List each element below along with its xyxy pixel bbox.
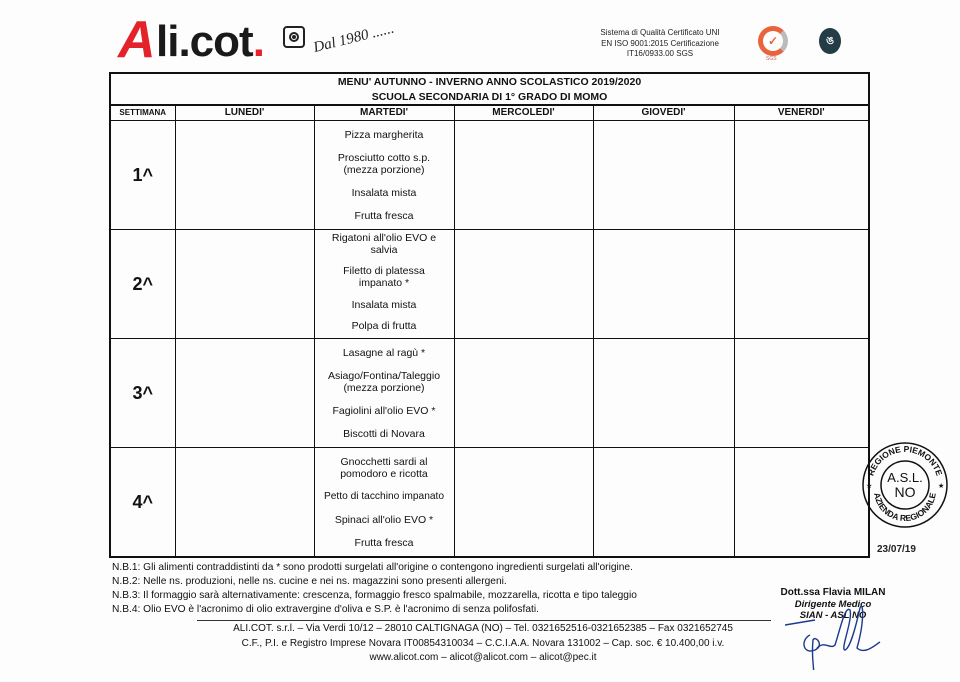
logo-letter: A bbox=[118, 11, 154, 69]
footer-link-line[interactable]: www.alicot.com – alicot@alicot.com – alicot@pec.it bbox=[369, 652, 597, 663]
role-line: SIAN - ASL NO bbox=[799, 610, 867, 621]
company-footer bbox=[180, 622, 786, 666]
note: N.B.2: Nelle ns. produzioni, nelle ns. cucine e nei ns. magazzini sono presenti allergeni. bbox=[112, 576, 507, 587]
plate-icon bbox=[283, 26, 305, 48]
dish: Insalata mista bbox=[351, 298, 417, 311]
certification-line: Sistema di Qualità Certificato UNI bbox=[600, 28, 720, 37]
role-line: Dirigente Medico bbox=[794, 599, 872, 610]
cell-martedi bbox=[314, 230, 454, 339]
svg-text:AZIENDA REGIONALE: AZIENDA REGIONALE bbox=[872, 491, 938, 524]
handwritten-signature bbox=[785, 600, 895, 670]
cell-lunedi bbox=[175, 121, 314, 230]
column-header-lunedi: LUNEDI' bbox=[175, 106, 314, 121]
cell-venerdi bbox=[734, 121, 868, 230]
week-label: 1^ bbox=[111, 121, 175, 230]
cell-giovedi bbox=[593, 339, 734, 448]
menu-subtitle: SCUOLA SECONDARIA DI 1° GRADO DI MOMO bbox=[111, 90, 868, 106]
stamp-center-top: A.S.L. bbox=[887, 470, 923, 485]
column-header-settimana: SETTIMANA bbox=[111, 106, 175, 121]
week-label: 4^ bbox=[111, 448, 175, 557]
dish: Asiago/Fontina/Taleggio (mezza porzione) bbox=[327, 369, 441, 394]
logo-dot: . bbox=[252, 17, 264, 66]
svg-text:REGIONE PIEMONTE: REGIONE PIEMONTE bbox=[865, 443, 945, 478]
dish: Biscotti di Novara bbox=[343, 427, 425, 440]
notes bbox=[112, 561, 637, 617]
cell-martedi bbox=[314, 339, 454, 448]
sgs-label: SGS bbox=[766, 56, 777, 62]
cell-giovedi bbox=[593, 230, 734, 339]
column-header-venerdi: VENERDI' bbox=[734, 106, 868, 121]
cell-venerdi bbox=[734, 448, 868, 557]
accreditation-seal-icon: ঙ bbox=[819, 28, 841, 54]
dish: Insalata mista bbox=[351, 186, 417, 199]
dish: Fagiolini all'olio EVO * bbox=[332, 404, 436, 417]
dish: Lasagne al ragù * bbox=[342, 346, 426, 359]
svg-text:★: ★ bbox=[866, 483, 873, 490]
note: N.B.3: Il formaggio sarà alternativamente: crescenza, formaggio fresco spalmabile, mozzarella, ricotta e tipo taleggio bbox=[112, 590, 637, 601]
stamp-center-bottom: NO bbox=[894, 484, 916, 500]
week-row bbox=[111, 121, 868, 230]
sgs-certification-icon: ✓ bbox=[758, 26, 788, 56]
dish: Frutta fresca bbox=[354, 536, 414, 549]
note: N.B.4: Olio EVO è l'acronimo di olio extravergine d'oliva e S.P. è l'acronimo di senza polifosfati. bbox=[112, 604, 539, 615]
column-header-mercoledi: MERCOLEDI' bbox=[454, 106, 593, 121]
tagline: Dal 1980 ...... bbox=[311, 20, 396, 57]
cell-lunedi bbox=[175, 339, 314, 448]
column-header-giovedi: GIOVEDI' bbox=[593, 106, 734, 121]
cell-giovedi bbox=[593, 121, 734, 230]
footer-line: C.F., P.I. e Registro Imprese Novara IT00854310034 – C.C.I.A.A. Novara 131002 – Cap. soc. € 10.400,00 i.v. bbox=[241, 637, 725, 649]
cell-mercoledi bbox=[454, 121, 593, 230]
certification-line: IT16/0933.00 SGS bbox=[626, 49, 694, 58]
dish: Petto di tacchino impanato bbox=[323, 490, 445, 502]
note: N.B.1: Gli alimenti contraddistinti da * sono prodotti surgelati all'origine o contengono ingredienti surgelati all'origine. bbox=[112, 562, 633, 573]
dish: Rigatoni all'olio EVO e salvia bbox=[331, 232, 437, 256]
menu-title: MENU' AUTUNNO - INVERNO ANNO SCOLASTICO 2019/2020 bbox=[337, 76, 642, 88]
cell-mercoledi bbox=[454, 448, 593, 557]
cell-mercoledi bbox=[454, 230, 593, 339]
certification-line: EN ISO 9001:2015 Certificazione bbox=[601, 38, 719, 48]
cell-martedi bbox=[314, 121, 454, 230]
dish: Pizza margherita bbox=[344, 128, 424, 141]
cell-martedi bbox=[314, 448, 454, 557]
week-row bbox=[111, 339, 868, 448]
logo-text: li.cot bbox=[156, 17, 253, 66]
dish: Filetto di platessa impanato * bbox=[343, 265, 425, 290]
column-header-row bbox=[111, 106, 868, 121]
week-label: 3^ bbox=[111, 339, 175, 448]
certification-text bbox=[586, 28, 734, 60]
cell-venerdi bbox=[734, 339, 868, 448]
cell-lunedi bbox=[175, 448, 314, 557]
dish: Gnocchetti sardi al pomodoro e ricotta bbox=[340, 455, 428, 480]
cell-giovedi bbox=[593, 448, 734, 557]
weekly-grid bbox=[111, 106, 868, 556]
dish: Polpa di frutta bbox=[351, 319, 417, 332]
menu-table bbox=[109, 72, 873, 558]
approval-date: 23/07/19 bbox=[877, 544, 916, 555]
footer-line: ALI.COT. s.r.l. – Via Verdi 10/12 – 28010 CALTIGNAGA (NO) – Tel. 0321652516-0321652385 – Fax 0321652745 bbox=[233, 623, 733, 634]
week-row bbox=[111, 448, 868, 557]
week-row bbox=[111, 230, 868, 339]
cell-venerdi bbox=[734, 230, 868, 339]
footer-divider bbox=[197, 620, 771, 621]
signatory-name: Dott.ssa Flavia MILAN bbox=[780, 587, 886, 598]
cell-mercoledi bbox=[454, 339, 593, 448]
column-header-martedi: MARTEDI' bbox=[314, 106, 454, 121]
svg-text:★: ★ bbox=[938, 483, 945, 490]
dish: Frutta fresca bbox=[354, 209, 414, 222]
dish: Spinaci all'olio EVO * bbox=[334, 513, 434, 526]
asl-stamp bbox=[860, 440, 950, 530]
logo-wordmark bbox=[156, 17, 264, 66]
week-label: 2^ bbox=[111, 230, 175, 339]
dish: Prosciutto cotto s.p. (mezza porzione) bbox=[337, 151, 431, 176]
cell-lunedi bbox=[175, 230, 314, 339]
